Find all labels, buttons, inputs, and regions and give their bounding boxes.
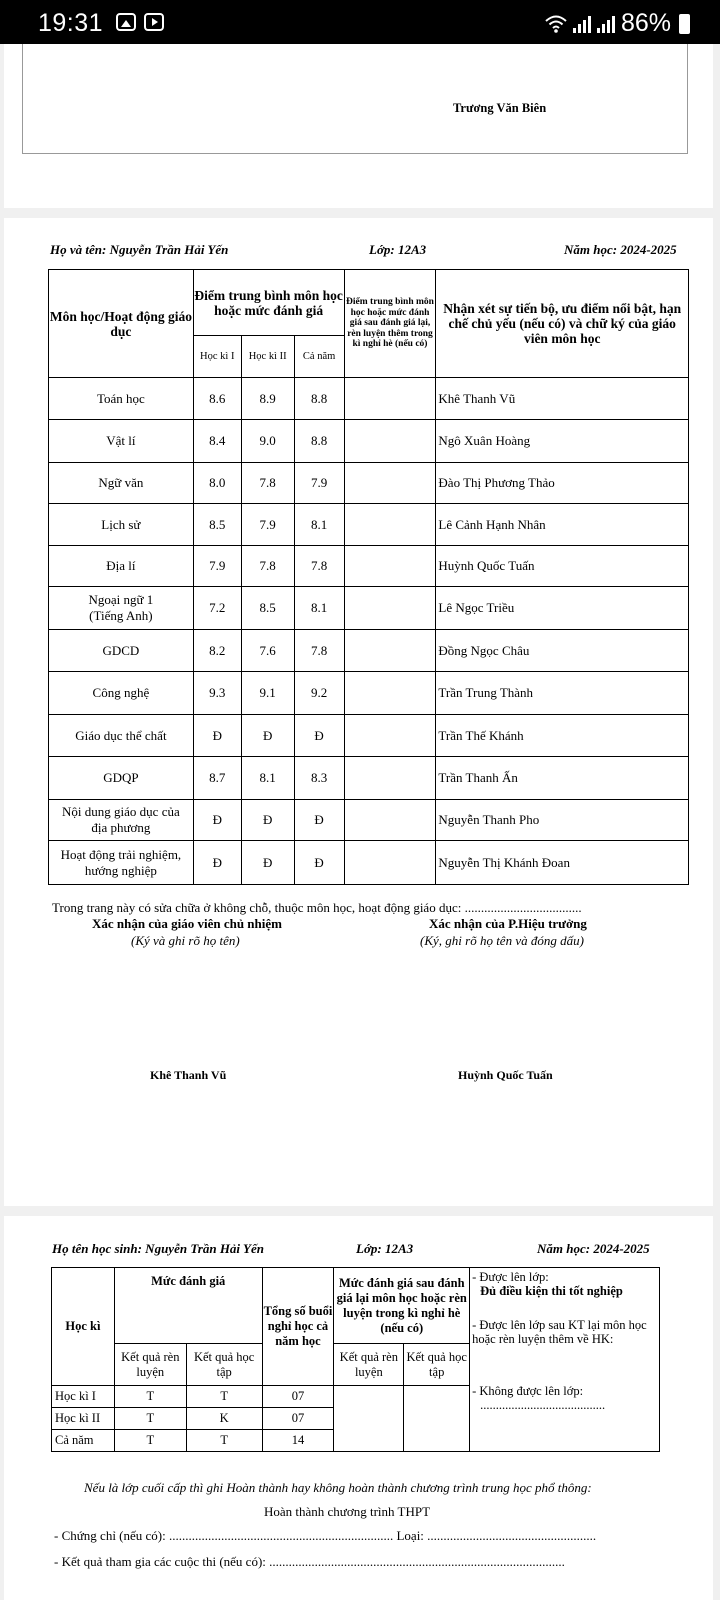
subject-cell: Toán học — [49, 378, 194, 420]
grade-row — [49, 630, 689, 672]
final-note: Nếu là lớp cuối cấp thì ghi Hoàn thành hay không hoàn thành chương trình trung học phổ thông: — [84, 1480, 592, 1495]
full-year-cell: 8.1 — [294, 504, 344, 546]
document-page-2 — [4, 218, 713, 1206]
student-name-2: Họ tên học sinh: Nguyễn Trần Hải Yến — [52, 1241, 264, 1256]
grade-row — [49, 841, 689, 885]
header-study: Kết quả học tập — [186, 1344, 262, 1386]
grade-row — [49, 672, 689, 715]
school-year: Năm học: 2024-2025 — [564, 242, 677, 257]
semester-2-cell: 7.8 — [241, 463, 294, 504]
header-absences: Tổng số buổi nghỉ học cả năm học — [262, 1268, 334, 1386]
semester-2-cell: 8.5 — [241, 587, 294, 630]
signal-2-icon — [597, 15, 615, 33]
reevaluation-cell — [344, 841, 436, 885]
grade-row — [49, 757, 689, 800]
homeroom-confirm-sub: (Ký và ghi rõ họ tên) — [131, 933, 240, 948]
header-conduct: Kết quả rèn luyện — [114, 1344, 186, 1386]
teacher-comment-cell: Khê Thanh Vũ — [436, 378, 689, 420]
semester-1-cell: 8.6 — [193, 378, 241, 420]
conduct-cell: T — [114, 1430, 186, 1452]
clock: 19:31 — [38, 9, 104, 37]
grade-row — [49, 715, 689, 757]
header-semester-1: Học kì I — [193, 336, 241, 378]
not-promoted-dots: ........................................ — [480, 1398, 606, 1412]
subject-cell: Lịch sử — [49, 504, 194, 546]
class-name: Lớp: 12A3 — [369, 242, 427, 257]
reevaluation-cell — [344, 715, 436, 757]
reevaluation-cell — [344, 504, 436, 546]
semester-1-cell: Đ — [193, 715, 241, 757]
teacher-comment-cell: Trần Thế Khánh — [436, 715, 689, 757]
signature-box — [22, 44, 688, 154]
conduct-cell: T — [114, 1408, 186, 1430]
absences-cell: 07 — [262, 1386, 334, 1408]
full-year-cell: 8.3 — [294, 757, 344, 800]
header-subject: Môn học/Hoạt động giáo dục — [49, 270, 194, 378]
conduct-cell: T — [114, 1386, 186, 1408]
teacher-comment-cell: Trần Thanh Ấn — [436, 757, 689, 800]
subject-cell: Công nghệ — [49, 672, 194, 715]
principal-confirm-sub: (Ký, ghi rõ họ tên và đóng dấu) — [420, 933, 584, 948]
principal-signer: Trương Văn Biên — [453, 101, 547, 115]
semester-1-cell: 8.2 — [193, 630, 241, 672]
not-promoted: - Không được lên lớp: — [472, 1384, 584, 1398]
full-year-cell: 7.8 — [294, 630, 344, 672]
semester-2-cell: 7.9 — [241, 504, 294, 546]
semester-1-cell: 7.2 — [193, 587, 241, 630]
contests-line: - Kết quả tham gia các cuộc thi (nếu có): ........................................................................................... — [54, 1554, 565, 1569]
full-year-cell: Đ — [294, 715, 344, 757]
reevaluation-cell — [344, 630, 436, 672]
subject-cell: Giáo dục thể chất — [49, 715, 194, 757]
term-cell: Học kì II — [52, 1408, 115, 1430]
header-evaluation: Mức đánh giá — [114, 1268, 262, 1344]
header-comments: Nhận xét sự tiến bộ, ưu điểm nổi bật, hạn chế chủ yếu (nếu có) và chữ ký của giáo viên môn học — [436, 270, 689, 378]
full-year-cell: Đ — [294, 841, 344, 885]
teacher-comment-cell: Ngô Xuân Hoàng — [436, 420, 689, 463]
grade-row — [49, 463, 689, 504]
term-cell: Học kì I — [52, 1386, 115, 1408]
semester-2-cell: 8.9 — [241, 378, 294, 420]
full-year-cell: Đ — [294, 800, 344, 841]
full-year-cell: 9.2 — [294, 672, 344, 715]
promote-value: Đủ điều kiện thi tốt nghiệp — [480, 1284, 623, 1298]
study-cell: K — [186, 1408, 262, 1430]
semester-2-cell: Đ — [241, 715, 294, 757]
header-term: Học kì — [52, 1268, 115, 1386]
reevaluation-cell — [344, 463, 436, 504]
class-name-2: Lớp: 12A3 — [356, 1241, 414, 1256]
semester-2-cell: 9.0 — [241, 420, 294, 463]
battery-icon — [679, 14, 690, 34]
teacher-comment-cell: Huỳnh Quốc Tuấn — [436, 546, 689, 587]
semester-1-cell: Đ — [193, 841, 241, 885]
certificate-line: - Chứng chỉ (nếu có): ..................................................................... Loại: .................................................... — [54, 1528, 597, 1543]
teacher-comment-cell: Lê Cảnh Hạnh Nhân — [436, 504, 689, 546]
semester-2-cell: 7.6 — [241, 630, 294, 672]
header-reeval-2: Mức đánh giá sau đánh giá lại môn học hoặc rèn luyện trong kì nghỉ hè (nếu có) — [334, 1268, 470, 1344]
study-cell: T — [186, 1386, 262, 1408]
subject-cell: GDCD — [49, 630, 194, 672]
full-year-cell: 8.8 — [294, 420, 344, 463]
semester-2-cell: 7.8 — [241, 546, 294, 587]
header-average: Điểm trung bình môn học hoặc mức đánh giá — [193, 270, 344, 336]
teacher-comment-cell: Nguyễn Thị Khánh Đoan — [436, 841, 689, 885]
subject-cell: Ngoại ngữ 1 (Tiếng Anh) — [49, 587, 194, 630]
header-reeval-study: Kết quả học tập — [404, 1344, 470, 1386]
homeroom-signer: Khê Thanh Vũ — [150, 1068, 227, 1082]
teacher-comment-cell: Nguyễn Thanh Pho — [436, 800, 689, 841]
full-year-cell: 7.8 — [294, 546, 344, 587]
term-cell: Cả năm — [52, 1430, 115, 1452]
header-reeval-conduct: Kết quả rèn luyện — [334, 1344, 404, 1386]
school-year-2: Năm học: 2024-2025 — [537, 1241, 650, 1256]
semester-2-cell: Đ — [241, 841, 294, 885]
principal-signer-2: Huỳnh Quốc Tuấn — [458, 1068, 553, 1082]
reevaluation-cell — [344, 546, 436, 587]
promote-label: - Được lên lớp: — [472, 1270, 549, 1284]
principal-confirm-title: Xác nhận của P.Hiệu trưởng — [429, 916, 587, 931]
grade-row — [49, 800, 689, 841]
semester-2-cell: 8.1 — [241, 757, 294, 800]
semester-1-cell: Đ — [193, 800, 241, 841]
absences-cell: 14 — [262, 1430, 334, 1452]
homeroom-confirm-title: Xác nhận của giáo viên chủ nhiệm — [92, 916, 282, 931]
video-notification-icon — [144, 13, 164, 31]
subject-cell: GDQP — [49, 757, 194, 800]
teacher-comment-cell: Đào Thị Phương Thảo — [436, 463, 689, 504]
reevaluation-cell — [344, 378, 436, 420]
edit-note: Trong trang này có sửa chữa ở không chỗ, thuộc môn học, hoạt động giáo dục: .................................... — [52, 900, 582, 915]
absences-cell: 07 — [262, 1408, 334, 1430]
completion-status: Hoàn thành chương trình THPT — [264, 1504, 431, 1519]
header-full-year: Cả năm — [294, 336, 344, 378]
gallery-notification-icon — [116, 13, 136, 31]
grade-row — [49, 378, 689, 420]
semester-2-cell: Đ — [241, 800, 294, 841]
reevaluation-cell — [344, 757, 436, 800]
battery-percent: 86% — [620, 9, 671, 37]
reevaluation-cell — [344, 800, 436, 841]
subject-cell: Nội dung giáo dục của địa phương — [49, 800, 194, 841]
header-semester-2: Học kì II — [241, 336, 294, 378]
signal-1-icon — [573, 15, 591, 33]
student-name: Họ và tên: Nguyễn Trần Hải Yến — [50, 242, 229, 257]
reevaluation-cell — [344, 672, 436, 715]
grade-row — [49, 420, 689, 463]
system-indicators — [545, 9, 690, 38]
document-page-3 — [4, 1216, 713, 1600]
summary-table — [51, 1267, 660, 1452]
promote-after-retest: - Được lên lớp sau KT lại môn học hoặc rèn luyện thêm về HK: — [472, 1318, 647, 1346]
header-reevaluation: Điểm trung bình môn học hoặc mức đánh giá sau đánh giá lại, rèn luyện thêm trong kì nghỉ hè (nếu có) — [344, 270, 436, 378]
subject-cell: Hoạt động trải nghiệm, hướng nghiệp — [49, 841, 194, 885]
reeval-conduct-cell — [334, 1386, 404, 1452]
reevaluation-cell — [344, 420, 436, 463]
grades-table — [48, 269, 689, 885]
semester-1-cell: 8.7 — [193, 757, 241, 800]
semester-1-cell: 8.5 — [193, 504, 241, 546]
status-bar — [0, 0, 720, 44]
reeval-study-cell — [404, 1386, 470, 1452]
reevaluation-cell — [344, 587, 436, 630]
semester-1-cell: 8.0 — [193, 463, 241, 504]
document-page-1 — [4, 44, 713, 208]
full-year-cell: 8.1 — [294, 587, 344, 630]
semester-1-cell: 7.9 — [193, 546, 241, 587]
full-year-cell: 8.8 — [294, 378, 344, 420]
full-year-cell: 7.9 — [294, 463, 344, 504]
grade-row — [49, 546, 689, 587]
semester-2-cell: 9.1 — [241, 672, 294, 715]
subject-cell: Vật lí — [49, 420, 194, 463]
semester-1-cell: 8.4 — [193, 420, 241, 463]
promotion-result — [470, 1268, 660, 1452]
semester-1-cell: 9.3 — [193, 672, 241, 715]
subject-cell: Địa lí — [49, 546, 194, 587]
grade-row — [49, 587, 689, 630]
grade-row — [49, 504, 689, 546]
teacher-comment-cell: Trần Trung Thành — [436, 672, 689, 715]
wifi-icon — [545, 14, 567, 34]
study-cell: T — [186, 1430, 262, 1452]
teacher-comment-cell: Lê Ngọc Triều — [436, 587, 689, 630]
subject-cell: Ngữ văn — [49, 463, 194, 504]
teacher-comment-cell: Đồng Ngọc Châu — [436, 630, 689, 672]
